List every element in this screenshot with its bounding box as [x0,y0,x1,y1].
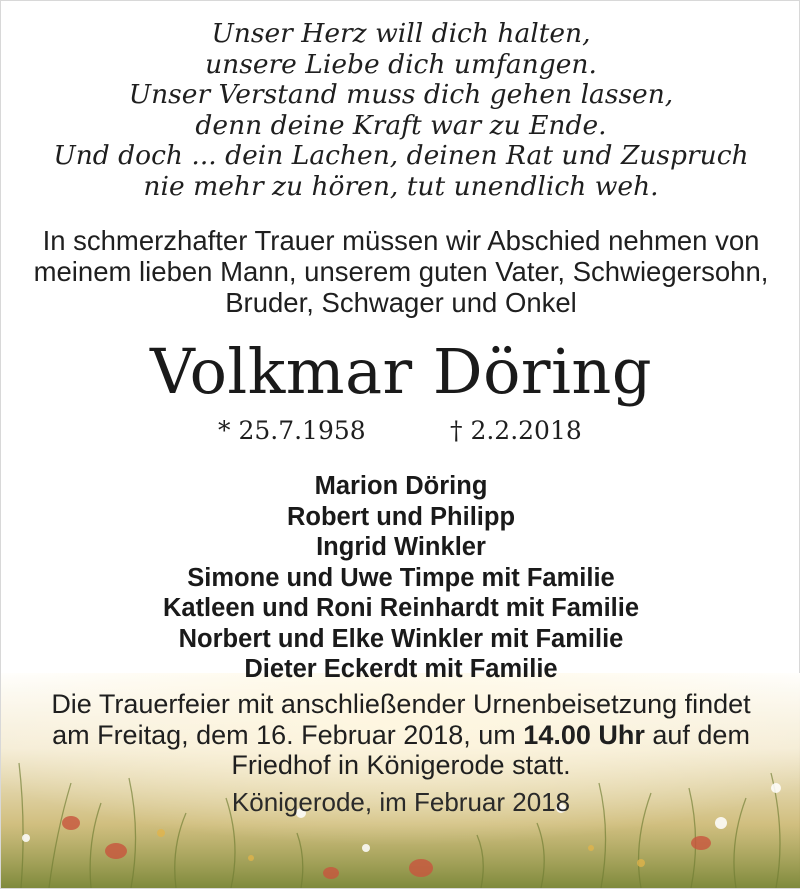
funeral-time: 14.00 Uhr [523,719,645,750]
place-and-date: Königerode, im Februar 2018 [231,787,571,817]
mourner-entry: Robert und Philipp [286,502,516,531]
announcement-text [1,225,800,318]
poem-line: denn deine Kraft war zu Ende. [195,109,607,141]
birth-date: * 25.7.1958 [218,416,366,445]
announcement-line: In schmerzhafter Trauer müssen wir Abschied nehmen von [42,225,760,256]
announcement-line: Bruder, Schwager und Onkel [225,287,577,318]
mourner-entry: Simone und Uwe Timpe mit Familie [187,563,615,592]
poem-line: Unser Verstand muss dich gehen lassen, [128,79,674,110]
life-dates [1,413,800,449]
poem-line: nie mehr zu hören, tut unendlich weh. [143,170,659,202]
death-date: † 2.2.2018 [450,416,582,445]
mourner-entry: Dieter Eckerdt mit Familie [244,655,558,683]
mourner-entry: Marion Döring [314,472,488,500]
poem-line: Und doch ... dein Lachen, deinen Rat und Zuspruch [53,140,749,171]
memorial-poem [1,19,800,202]
poem-line: Unser Herz will dich halten, [211,18,591,49]
announcement-line: meinem lieben Mann, unserem guten Vater, Schwiegersohn, [33,256,769,287]
funeral-text: auf dem [644,719,750,750]
funeral-line: Friedhof in Königerode statt. [231,750,571,780]
funeral-line [1,720,800,751]
poem-line: unsere Liebe dich umfangen. [205,48,597,80]
funeral-date-text: am Freitag, dem 16. Februar 2018, um [52,719,524,750]
mourner-entry: Ingrid Winkler [316,533,486,561]
mourner-entry: Norbert und Elke Winkler mit Familie [178,624,624,653]
funeral-info [1,689,800,781]
mourners-list [1,471,800,685]
deceased-name: Volkmar Döring [149,335,653,408]
mourner-entry: Katleen und Roni Reinhardt mit Familie [162,594,640,622]
funeral-line: Die Trauerfeier mit anschließender Urnenbeisetzung findet [51,689,751,719]
